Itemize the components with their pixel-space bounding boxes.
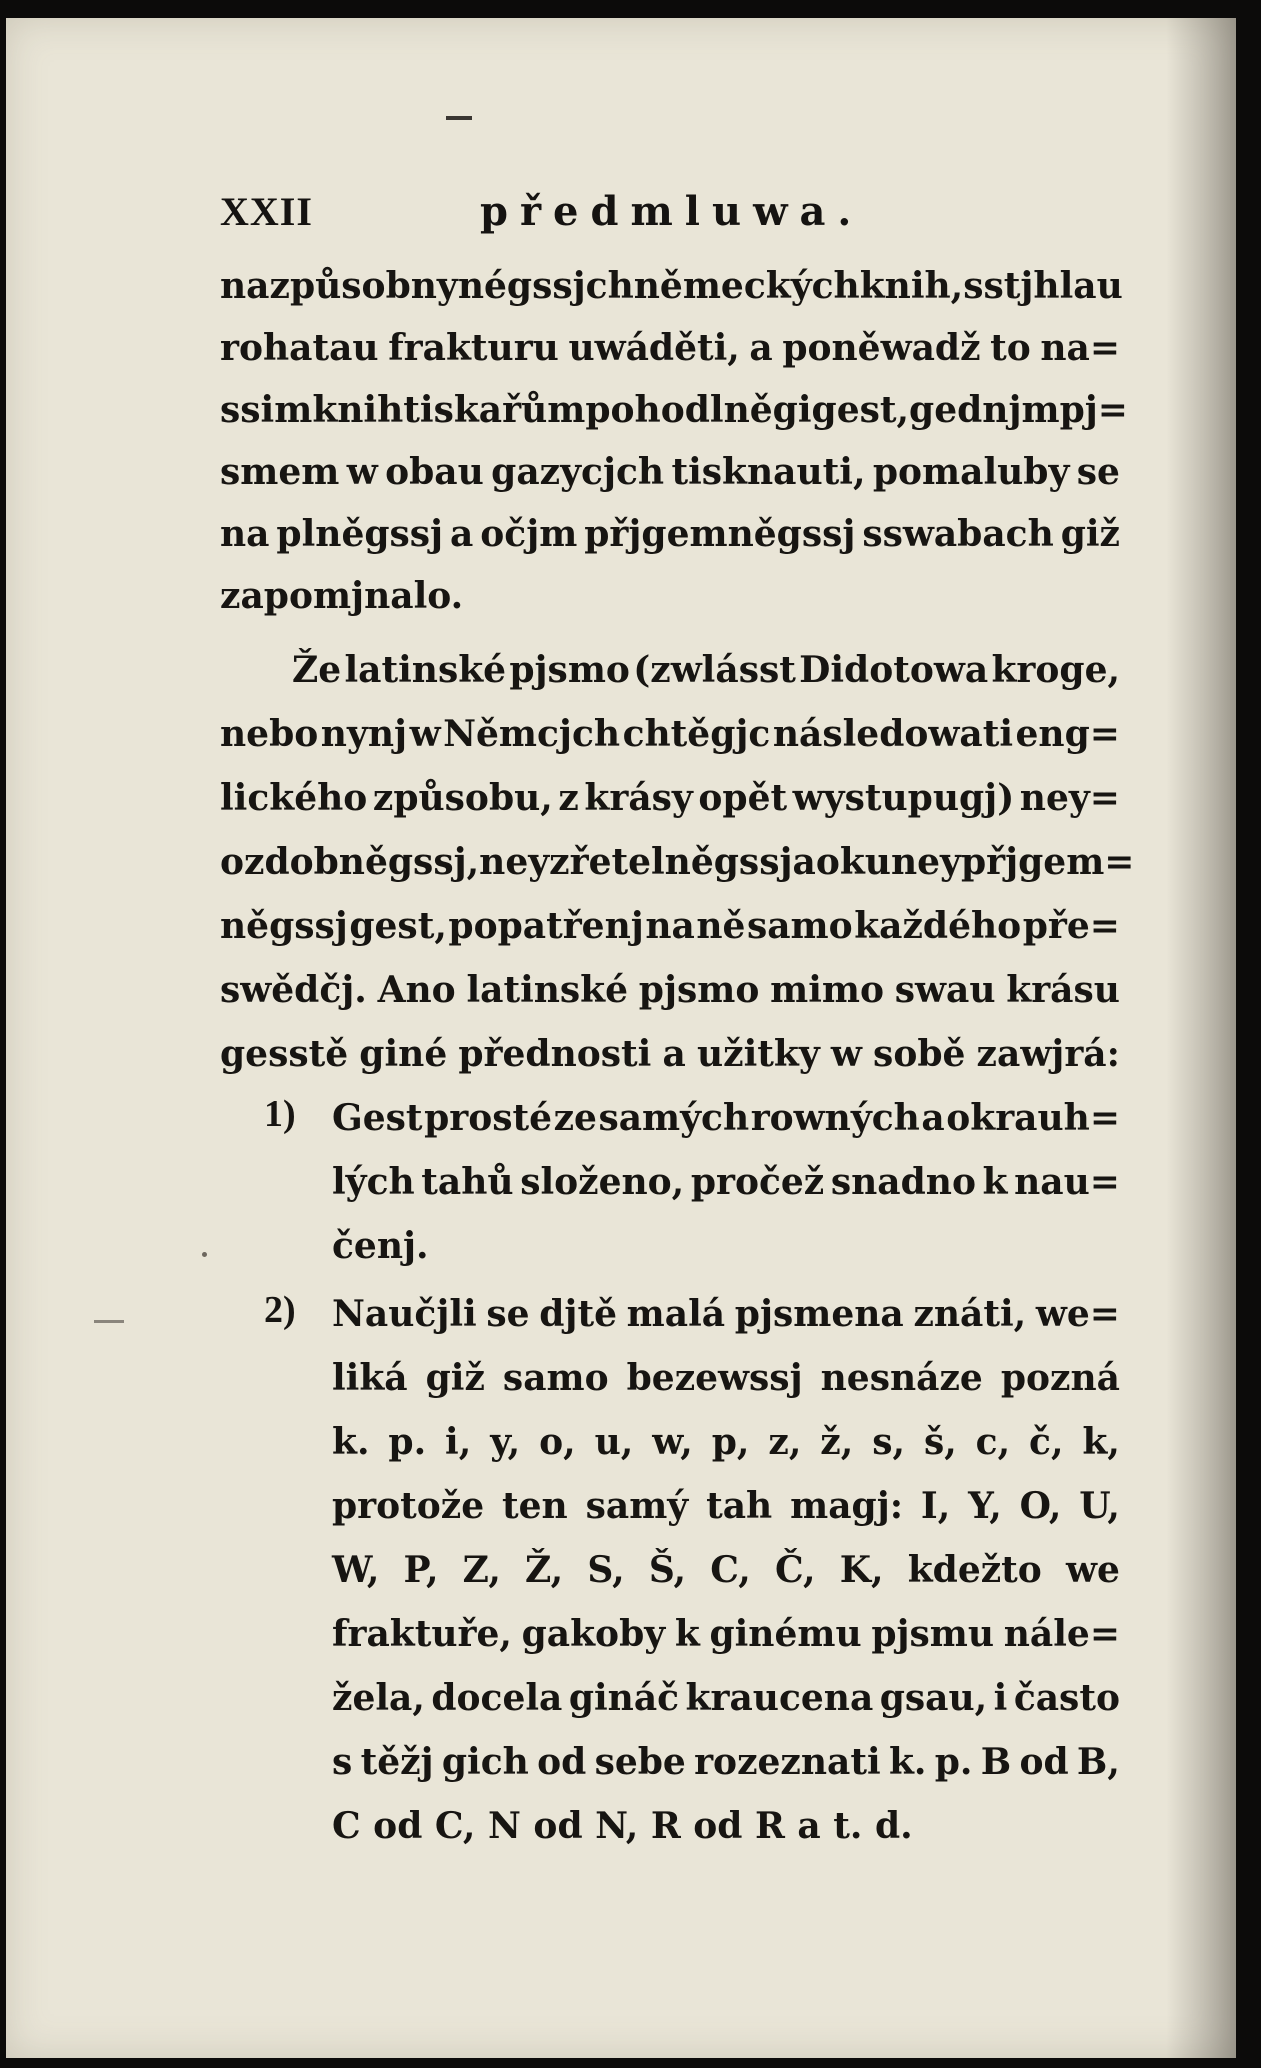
list-marker: 2) [264, 1289, 296, 1331]
text-line: smem w obau gazycjch tisknauti, pomaluby se [220, 451, 1120, 493]
text-line: C od C, N od N, R od R a t. d. [332, 1805, 913, 1847]
text-line: na způsob nynégssjch německých knih, sstjhlau [220, 265, 1123, 307]
running-title: předmluwa. [480, 188, 864, 235]
ink-dot [202, 1252, 207, 1257]
text-line: swědčj. Ano latinské pjsmo mimo swau krásu [220, 969, 1120, 1011]
text-line: ssim knihtiskařům pohodlněgi gest, gednjm pj= [220, 389, 1128, 431]
text-line: na plněgssj a očjm přjgemněgssj sswabach giž [220, 513, 1120, 555]
text-line: Gest prosté ze samých rowných a okrauh= [332, 1097, 1120, 1139]
text-line: gesstě giné přednosti a užitky w sobě zawjrá: [220, 1033, 1120, 1075]
book-page [6, 18, 1236, 2058]
text-line: něgssj gest, popatřenj na ně samo každého pře= [220, 905, 1120, 947]
text-line: fraktuře, gakoby k ginému pjsmu nále= [332, 1613, 1120, 1655]
text-line: ozdobněgssj, neyzřetelněgssj a oku neypřjgem= [220, 841, 1135, 883]
text-line: žela, docela gináč kraucena gsau, i často [332, 1677, 1120, 1719]
page-number: XXII [220, 189, 313, 234]
list-marker: 1) [264, 1093, 296, 1135]
margin-mark [94, 1320, 124, 1323]
text-line: zapomjnalo. [220, 575, 464, 617]
text-line: Naučjli se djtě malá pjsmena znáti, we= [332, 1293, 1120, 1335]
text-line: lých tahů složeno, pročež snadno k nau= [332, 1161, 1120, 1203]
text-line: čenj. [332, 1225, 429, 1267]
text-line: lického způsobu, z krásy opět wystupugj) ney= [220, 777, 1120, 819]
text-line: protože ten samý tah magj: I, Y, O, U, [332, 1485, 1120, 1527]
text-line: W, P, Z, Ž, S, Š, C, Č, K, kdežto we [332, 1549, 1120, 1591]
text-line: liká giž samo bezewssj nesnáze pozná [332, 1357, 1120, 1399]
page-edge-shadow [1166, 18, 1236, 2058]
text-line: s těžj gich od sebe rozeznati k. p. B od B, [332, 1741, 1120, 1783]
page-header [220, 188, 1120, 248]
text-line: k. p. i, y, o, u, w, p, z, ž, s, š, c, č, k, [332, 1421, 1120, 1463]
text-line: rohatau frakturu uwáděti, a poněwadž to na= [220, 327, 1120, 369]
text-line: nebo nynj w Němcjch chtěgjc následowati eng= [220, 713, 1120, 755]
ink-mark [446, 116, 472, 120]
text-line: Že latinské pjsmo (zwlásst Didotowa kroge, [292, 649, 1120, 691]
